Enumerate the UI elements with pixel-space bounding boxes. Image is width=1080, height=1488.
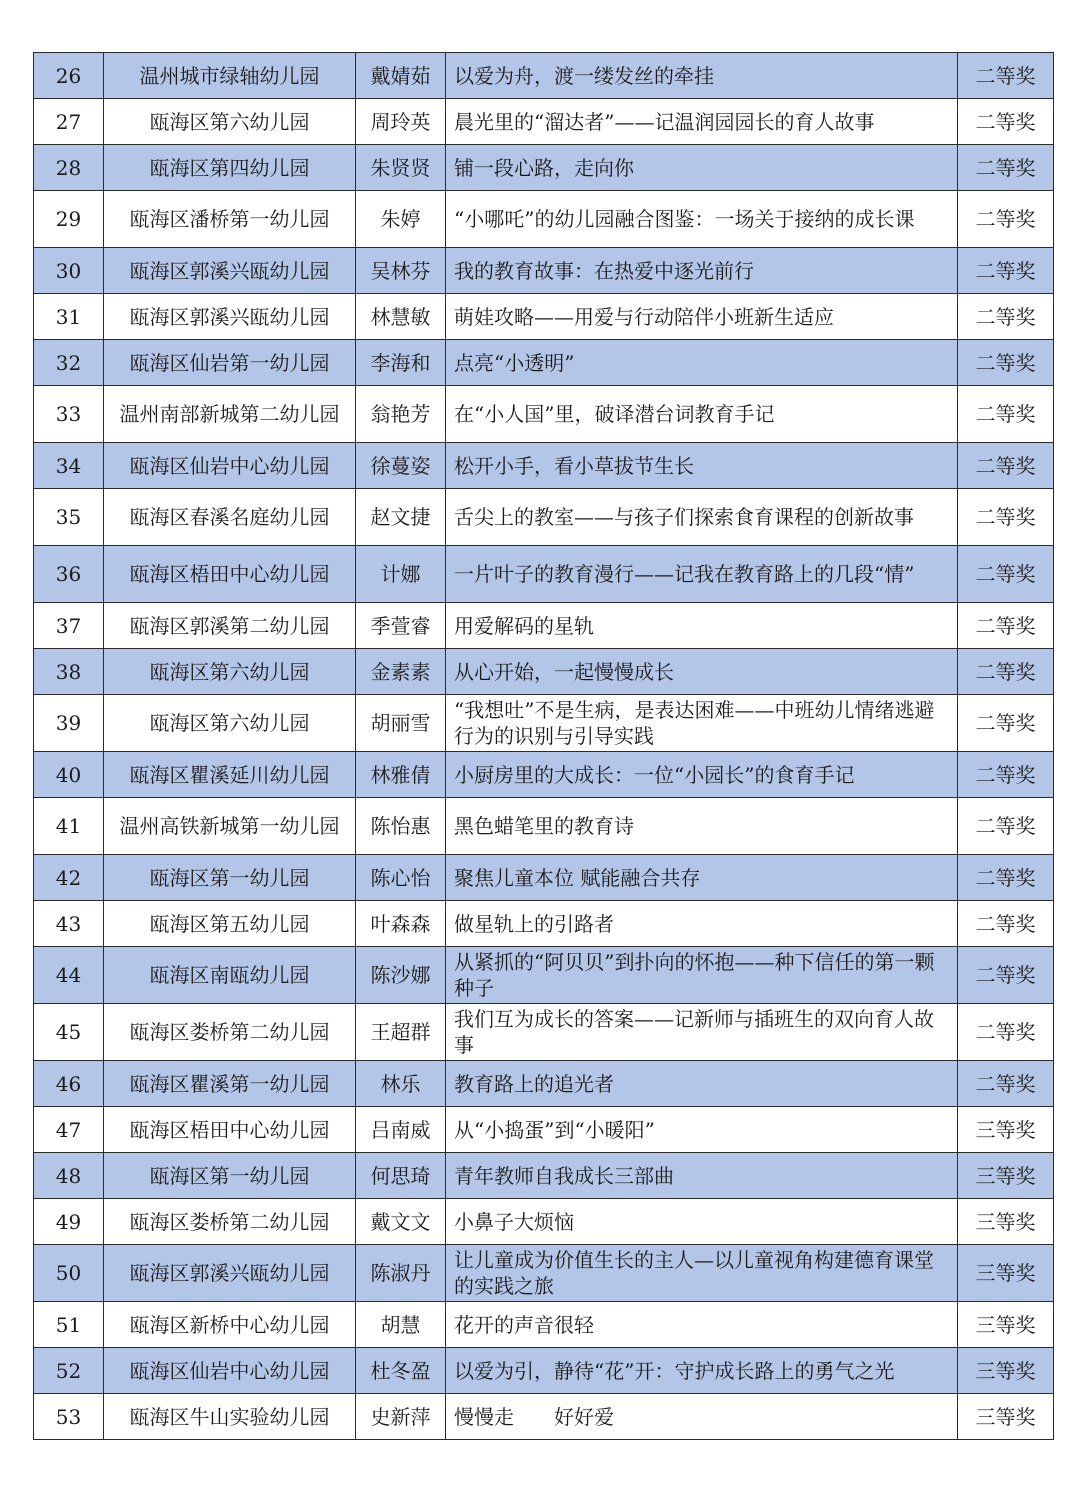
- table-row: [34, 1302, 1054, 1348]
- award-level-cell: 二等奖: [958, 649, 1054, 695]
- kindergarten-cell: 瓯海区潘桥第一幼儿园: [104, 191, 356, 248]
- story-title-cell: 一片叶子的教育漫行——记我在教育路上的几段“情”: [446, 546, 958, 603]
- teacher-name-cell: 季萱睿: [356, 603, 446, 649]
- row-number: 46: [34, 1061, 104, 1107]
- story-title-cell: 小厨房里的大成长：一位“小园长”的食育手记: [446, 752, 958, 798]
- award-level-cell: 二等奖: [958, 695, 1054, 752]
- story-title-cell: 点亮“小透明”: [446, 340, 958, 386]
- award-list-body: [34, 53, 1054, 1440]
- award-level-cell: 三等奖: [958, 1302, 1054, 1348]
- teacher-name-cell: 胡慧: [356, 1302, 446, 1348]
- kindergarten-cell: 瓯海区瞿溪第一幼儿园: [104, 1061, 356, 1107]
- kindergarten-cell: 瓯海区郭溪兴瓯幼儿园: [104, 248, 356, 294]
- row-number: 53: [34, 1394, 104, 1440]
- table-row: [34, 1394, 1054, 1440]
- kindergarten-cell: 温州高铁新城第一幼儿园: [104, 798, 356, 855]
- kindergarten-cell: 瓯海区梧田中心幼儿园: [104, 1107, 356, 1153]
- award-level-cell: 三等奖: [958, 1153, 1054, 1199]
- award-level-cell: 二等奖: [958, 145, 1054, 191]
- kindergarten-cell: 瓯海区牛山实验幼儿园: [104, 1394, 356, 1440]
- award-level-cell: 二等奖: [958, 603, 1054, 649]
- story-title-cell: 聚焦儿童本位 赋能融合共存: [446, 855, 958, 901]
- table-row: [34, 798, 1054, 855]
- kindergarten-cell: 瓯海区第六幼儿园: [104, 99, 356, 145]
- row-number: 43: [34, 901, 104, 947]
- teacher-name-cell: 史新萍: [356, 1394, 446, 1440]
- award-level-cell: 二等奖: [958, 294, 1054, 340]
- teacher-name-cell: 徐蔓姿: [356, 443, 446, 489]
- story-title-cell: 我的教育故事：在热爱中逐光前行: [446, 248, 958, 294]
- row-number: 35: [34, 489, 104, 546]
- table-row: [34, 1245, 1054, 1302]
- story-title-cell: 以爱为引，静待“花”开：守护成长路上的勇气之光: [446, 1348, 958, 1394]
- row-number: 27: [34, 99, 104, 145]
- table-row: [34, 546, 1054, 603]
- kindergarten-cell: 瓯海区第一幼儿园: [104, 1153, 356, 1199]
- table-row: [34, 1061, 1054, 1107]
- story-title-cell: 教育路上的追光者: [446, 1061, 958, 1107]
- table-row: [34, 191, 1054, 248]
- row-number: 38: [34, 649, 104, 695]
- table-row: [34, 901, 1054, 947]
- award-level-cell: 二等奖: [958, 489, 1054, 546]
- award-level-cell: 二等奖: [958, 752, 1054, 798]
- award-level-cell: 二等奖: [958, 798, 1054, 855]
- row-number: 31: [34, 294, 104, 340]
- story-title-cell: 萌娃攻略——用爱与行动陪伴小班新生适应: [446, 294, 958, 340]
- teacher-name-cell: 计娜: [356, 546, 446, 603]
- story-title-cell: 我们互为成长的答案——记新师与插班生的双向育人故事: [446, 1004, 958, 1061]
- teacher-name-cell: 戴婧茹: [356, 53, 446, 99]
- teacher-name-cell: 周玲英: [356, 99, 446, 145]
- teacher-name-cell: 翁艳芳: [356, 386, 446, 443]
- table-row: [34, 386, 1054, 443]
- row-number: 48: [34, 1153, 104, 1199]
- table-row: [34, 947, 1054, 1004]
- teacher-name-cell: 陈怡惠: [356, 798, 446, 855]
- row-number: 28: [34, 145, 104, 191]
- table-row: [34, 53, 1054, 99]
- kindergarten-cell: 瓯海区郭溪兴瓯幼儿园: [104, 294, 356, 340]
- table-row: [34, 340, 1054, 386]
- award-level-cell: 三等奖: [958, 1107, 1054, 1153]
- table-row: [34, 99, 1054, 145]
- row-number: 47: [34, 1107, 104, 1153]
- award-level-cell: 二等奖: [958, 99, 1054, 145]
- table-row: [34, 695, 1054, 752]
- kindergarten-cell: 温州城市绿轴幼儿园: [104, 53, 356, 99]
- kindergarten-cell: 瓯海区新桥中心幼儿园: [104, 1302, 356, 1348]
- kindergarten-cell: 瓯海区春溪名庭幼儿园: [104, 489, 356, 546]
- story-title-cell: 青年教师自我成长三部曲: [446, 1153, 958, 1199]
- story-title-cell: 晨光里的“溜达者”——记温润园园长的育人故事: [446, 99, 958, 145]
- award-list-table: [33, 52, 1054, 1440]
- kindergarten-cell: 瓯海区第五幼儿园: [104, 901, 356, 947]
- table-row: [34, 1348, 1054, 1394]
- table-row: [34, 752, 1054, 798]
- row-number: 52: [34, 1348, 104, 1394]
- table-row: [34, 649, 1054, 695]
- teacher-name-cell: 赵文捷: [356, 489, 446, 546]
- table-row: [34, 855, 1054, 901]
- teacher-name-cell: 何思琦: [356, 1153, 446, 1199]
- table-row: [34, 1153, 1054, 1199]
- award-level-cell: 二等奖: [958, 340, 1054, 386]
- row-number: 32: [34, 340, 104, 386]
- row-number: 30: [34, 248, 104, 294]
- row-number: 49: [34, 1199, 104, 1245]
- kindergarten-cell: 瓯海区仙岩中心幼儿园: [104, 1348, 356, 1394]
- kindergarten-cell: 瓯海区梧田中心幼儿园: [104, 546, 356, 603]
- award-level-cell: 二等奖: [958, 53, 1054, 99]
- teacher-name-cell: 杜冬盈: [356, 1348, 446, 1394]
- table-row: [34, 603, 1054, 649]
- kindergarten-cell: 瓯海区瞿溪延川幼儿园: [104, 752, 356, 798]
- story-title-cell: 慢慢走 好好爱: [446, 1394, 958, 1440]
- story-title-cell: 从“小捣蛋”到“小暖阳”: [446, 1107, 958, 1153]
- kindergarten-cell: 瓯海区郭溪第二幼儿园: [104, 603, 356, 649]
- story-title-cell: 小鼻子大烦恼: [446, 1199, 958, 1245]
- row-number: 29: [34, 191, 104, 248]
- kindergarten-cell: 瓯海区第六幼儿园: [104, 649, 356, 695]
- table-row: [34, 443, 1054, 489]
- row-number: 42: [34, 855, 104, 901]
- kindergarten-cell: 瓯海区仙岩第一幼儿园: [104, 340, 356, 386]
- table-row: [34, 294, 1054, 340]
- row-number: 45: [34, 1004, 104, 1061]
- story-title-cell: 让儿童成为价值生长的主人—以儿童视角构建德育课堂的实践之旅: [446, 1245, 958, 1302]
- story-title-cell: 做星轨上的引路者: [446, 901, 958, 947]
- award-level-cell: 二等奖: [958, 901, 1054, 947]
- table-row: [34, 248, 1054, 294]
- story-title-cell: 在“小人国”里，破译潜台词教育手记: [446, 386, 958, 443]
- story-title-cell: 用爱解码的星轨: [446, 603, 958, 649]
- kindergarten-cell: 温州南部新城第二幼儿园: [104, 386, 356, 443]
- row-number: 37: [34, 603, 104, 649]
- award-level-cell: 二等奖: [958, 443, 1054, 489]
- kindergarten-cell: 瓯海区仙岩中心幼儿园: [104, 443, 356, 489]
- story-title-cell: 从心开始，一起慢慢成长: [446, 649, 958, 695]
- table-row: [34, 489, 1054, 546]
- row-number: 44: [34, 947, 104, 1004]
- teacher-name-cell: 吕南威: [356, 1107, 446, 1153]
- teacher-name-cell: 陈心怡: [356, 855, 446, 901]
- teacher-name-cell: 陈淑丹: [356, 1245, 446, 1302]
- teacher-name-cell: 陈沙娜: [356, 947, 446, 1004]
- row-number: 36: [34, 546, 104, 603]
- kindergarten-cell: 瓯海区第一幼儿园: [104, 855, 356, 901]
- table-row: [34, 145, 1054, 191]
- story-title-cell: “我想吐”不是生病，是表达困难——中班幼儿情绪逃避行为的识别与引导实践: [446, 695, 958, 752]
- teacher-name-cell: 朱贤贤: [356, 145, 446, 191]
- award-level-cell: 二等奖: [958, 947, 1054, 1004]
- row-number: 40: [34, 752, 104, 798]
- kindergarten-cell: 瓯海区第四幼儿园: [104, 145, 356, 191]
- teacher-name-cell: 林慧敏: [356, 294, 446, 340]
- teacher-name-cell: 王超群: [356, 1004, 446, 1061]
- kindergarten-cell: 瓯海区娄桥第二幼儿园: [104, 1004, 356, 1061]
- row-number: 50: [34, 1245, 104, 1302]
- row-number: 51: [34, 1302, 104, 1348]
- award-level-cell: 三等奖: [958, 1245, 1054, 1302]
- story-title-cell: 花开的声音很轻: [446, 1302, 958, 1348]
- teacher-name-cell: 金素素: [356, 649, 446, 695]
- story-title-cell: 铺一段心路，走向你: [446, 145, 958, 191]
- award-level-cell: 三等奖: [958, 1394, 1054, 1440]
- row-number: 33: [34, 386, 104, 443]
- story-title-cell: “小哪吒”的幼儿园融合图鉴：一场关于接纳的成长课: [446, 191, 958, 248]
- row-number: 41: [34, 798, 104, 855]
- teacher-name-cell: 林乐: [356, 1061, 446, 1107]
- kindergarten-cell: 瓯海区郭溪兴瓯幼儿园: [104, 1245, 356, 1302]
- award-level-cell: 二等奖: [958, 248, 1054, 294]
- award-level-cell: 二等奖: [958, 1061, 1054, 1107]
- award-level-cell: 二等奖: [958, 855, 1054, 901]
- kindergarten-cell: 瓯海区娄桥第二幼儿园: [104, 1199, 356, 1245]
- table-row: [34, 1199, 1054, 1245]
- award-level-cell: 三等奖: [958, 1199, 1054, 1245]
- story-title-cell: 黑色蜡笔里的教育诗: [446, 798, 958, 855]
- story-title-cell: 松开小手，看小草拔节生长: [446, 443, 958, 489]
- table-row: [34, 1107, 1054, 1153]
- award-level-cell: 二等奖: [958, 191, 1054, 248]
- table-row: [34, 1004, 1054, 1061]
- teacher-name-cell: 朱婷: [356, 191, 446, 248]
- teacher-name-cell: 戴文文: [356, 1199, 446, 1245]
- teacher-name-cell: 胡丽雪: [356, 695, 446, 752]
- teacher-name-cell: 吴林芬: [356, 248, 446, 294]
- story-title-cell: 舌尖上的教室——与孩子们探索食育课程的创新故事: [446, 489, 958, 546]
- award-level-cell: 二等奖: [958, 1004, 1054, 1061]
- award-level-cell: 二等奖: [958, 546, 1054, 603]
- story-title-cell: 以爱为舟，渡一缕发丝的牵挂: [446, 53, 958, 99]
- kindergarten-cell: 瓯海区第六幼儿园: [104, 695, 356, 752]
- row-number: 39: [34, 695, 104, 752]
- award-level-cell: 二等奖: [958, 386, 1054, 443]
- teacher-name-cell: 林雅倩: [356, 752, 446, 798]
- story-title-cell: 从紧抓的“阿贝贝”到扑向的怀抱——种下信任的第一颗种子: [446, 947, 958, 1004]
- award-level-cell: 三等奖: [958, 1348, 1054, 1394]
- teacher-name-cell: 叶森森: [356, 901, 446, 947]
- teacher-name-cell: 李海和: [356, 340, 446, 386]
- row-number: 34: [34, 443, 104, 489]
- row-number: 26: [34, 53, 104, 99]
- kindergarten-cell: 瓯海区南瓯幼儿园: [104, 947, 356, 1004]
